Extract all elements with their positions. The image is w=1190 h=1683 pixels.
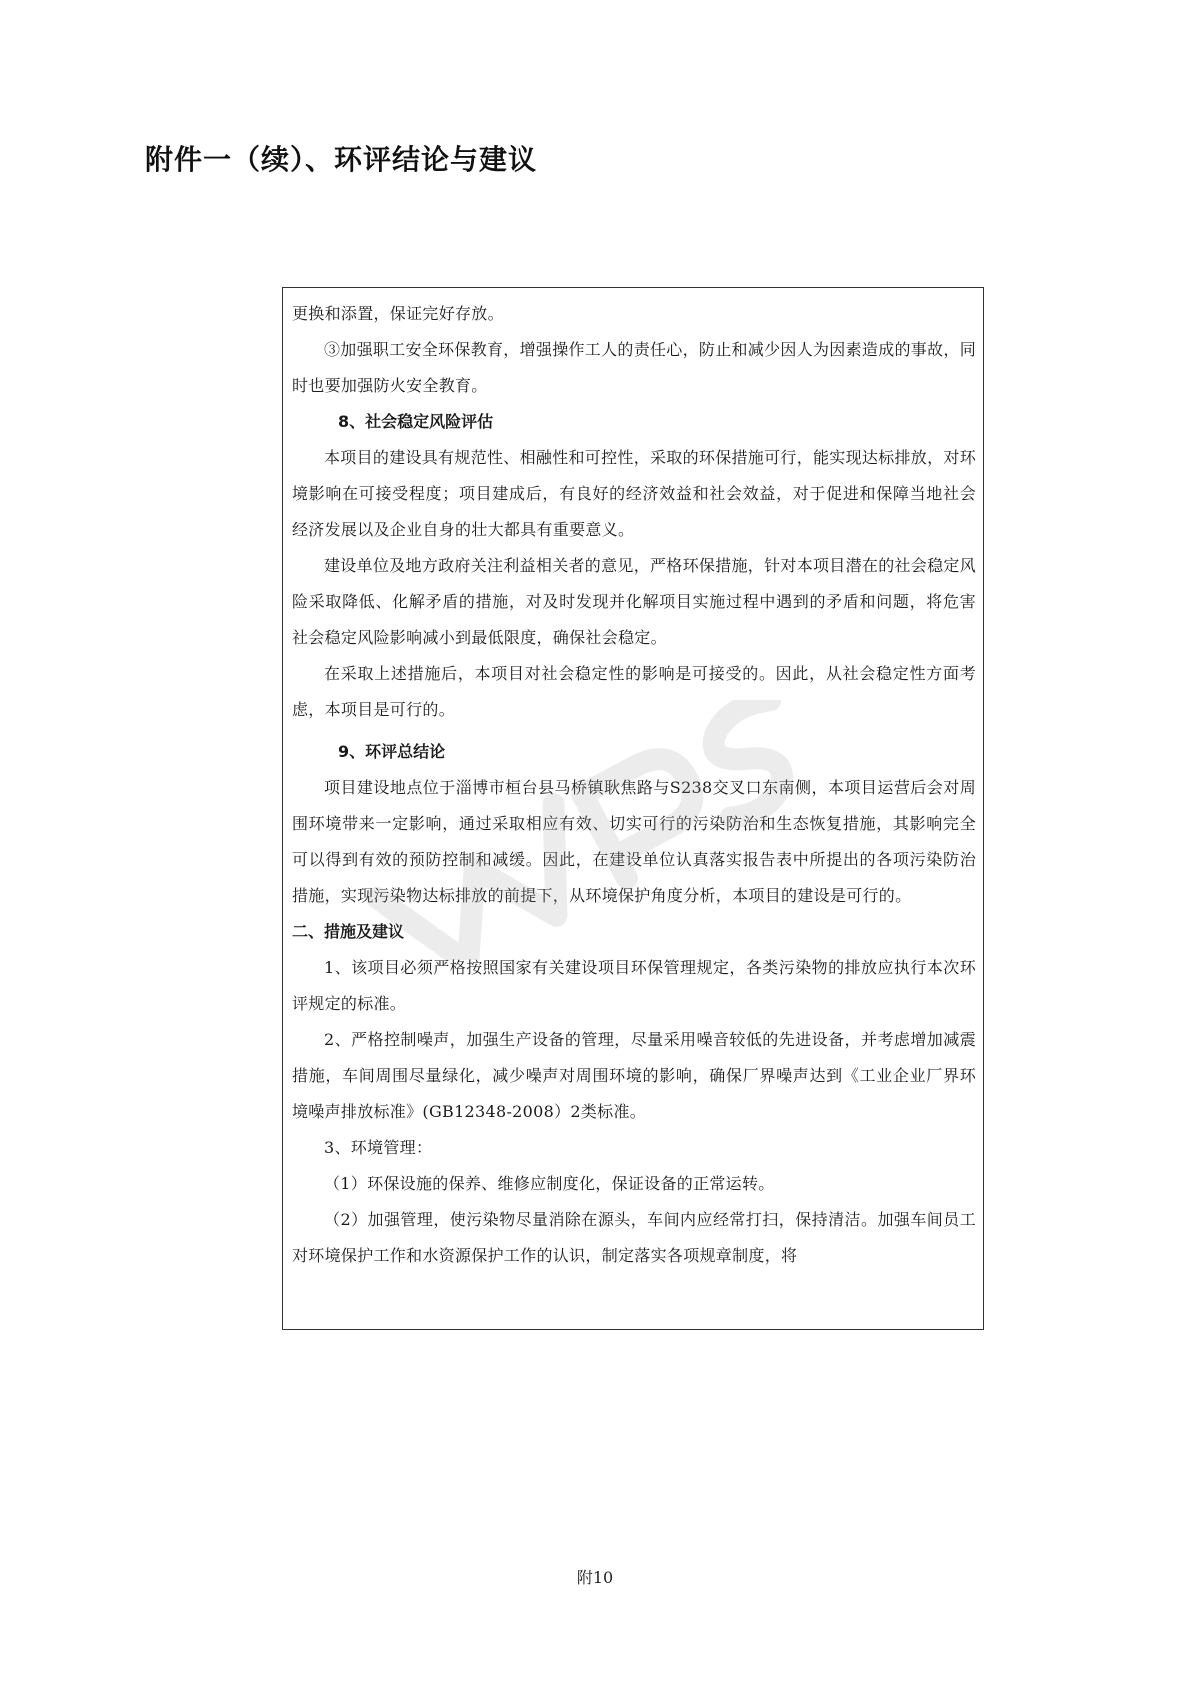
paragraph: （1）环保设施的保养、维修应制度化，保证设备的正常运转。 xyxy=(324,1174,775,1193)
paragraph: 在采取上述措施后，本项目对社会稳定性的影响是可接受的。因此，从社会稳定性方面考虑，本项目是可行的。 xyxy=(292,664,976,719)
paragraph: 3、环境管理： xyxy=(324,1138,433,1157)
paragraph: 2、严格控制噪声，加强生产设备的管理，尽量采用噪音较低的先进设备，并考虑增加减震措施，车间周围尽量绿化，减少噪声对周围环境的影响，确保厂界噪声达到《工业企业厂界环境噪声排放标准》(GB12348-2008）2类标准。 xyxy=(292,1030,976,1121)
conclusion-table-cell xyxy=(282,287,984,1330)
paragraph: （2）加强管理，使污染物尽量消除在源头，车间内应经常打扫，保持清洁。加强车间员工对环境保护工作和水资源保护工作的认识，制定落实各项规章制度，将 xyxy=(292,1210,976,1265)
paragraph: 本项目的建设具有规范性、相融性和可控性，采取的环保措施可行，能实现达标排放，对环境影响在可接受程度；项目建成后，有良好的经济效益和社会效益，对于促进和保障当地社会经济发展以及企业自身的壮大都具有重要意义。 xyxy=(292,448,977,539)
paragraph: 建设单位及地方政府关注利益相关者的意见，严格环保措施，针对本项目潜在的社会稳定风险采取降低、化解矛盾的措施，对及时发现并化解项目实施过程中遇到的矛盾和问题，将危害社会稳定风险影响减小到最低限度，确保社会稳定。 xyxy=(292,556,977,647)
section-heading: 9、环评总结论 xyxy=(338,742,446,761)
page-number: 附10 xyxy=(576,1568,614,1587)
paragraph: 更换和添置，保证完好存放。 xyxy=(292,304,504,323)
content-area xyxy=(292,296,976,1274)
paragraph: ③加强职工安全环保教育，增强操作工人的责任心，防止和减少因人为因素造成的事故，同时也要加强防火安全教育。 xyxy=(292,340,977,395)
section-heading: 8、社会稳定风险评估 xyxy=(338,412,494,431)
paragraph: 项目建设地点位于淄博市桓台县马桥镇耿焦路与S238交叉口东南侧，本项目运营后会对周围环境带来一定影响，通过采取相应有效、切实可行的污染防治和生态恢复措施，其影响完全可以得到有效的预防控制和减缓。因此，在建设单位认真落实报告表中所提出的各项污染防治措施，实现污染物达标排放的前提下，从环境保护角度分析，本项目的建设是可行的。 xyxy=(292,778,976,905)
section-heading: 二、措施及建议 xyxy=(292,922,405,941)
document-title: 附件一（续）、环评结论与建议 xyxy=(145,143,538,176)
paragraph: 1、该项目必须严格按照国家有关建设项目环保管理规定，各类污染物的排放应执行本次环评规定的标准。 xyxy=(292,958,976,1013)
